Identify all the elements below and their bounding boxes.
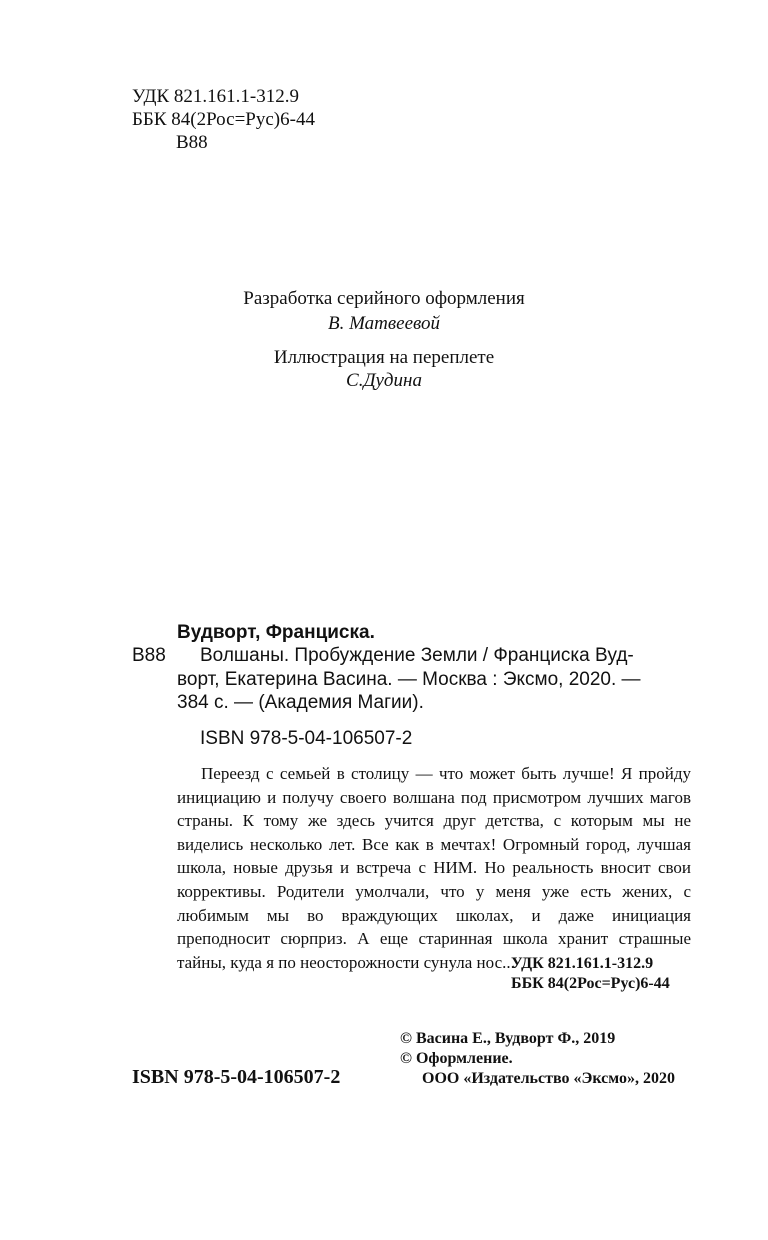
udk-code: УДК 821.161.1-312.9 [132,86,299,107]
series-design-name: В. Матвеевой [328,313,440,334]
isbn-bottom: ISBN 978-5-04-106507-2 [132,1066,341,1088]
author-mark: В88 [176,132,208,153]
annotation-udk: УДК 821.161.1-312.9 [511,955,654,972]
annotation-bbk: ББК 84(2Рос=Рус)6-44 [511,975,670,992]
series-design-label: Разработка серийного оформления [243,288,525,309]
annotation [177,762,691,974]
card-line-3: 384 с. — (Академия Магии). [177,692,424,713]
copyright-line-1: © Васина Е., Вудворт Ф., 2019 [400,1030,616,1047]
annotation-text: Переезд с семьей в столицу — что может быть лучше! Я пройду инициацию и получу своего волшана под присмотром лучших магов страны. К тому же здесь учится друг детства, с которым мы не виделись несколько лет. Все как в мечтах! Огромный город, лучшая школа, новые друзья и встреча с НИМ. Но реальность вносит свои коррективы. Родители умолчали, что у меня уже есть жених, с любимым мы во враждующих школах, и даже инициация преподносит сюрприз. А еще старинная школа хранит страшные тайны, куда я по неосторожности сунула нос... [177,764,691,972]
card-line-2: ворт, Екатерина Васина. — Москва : Эксмо, 2020. — [177,669,641,690]
bbk-code: ББК 84(2Рос=Рус)6-44 [132,109,315,130]
copyright-line-2: © Оформление. [400,1050,513,1067]
cover-illustration-name: С.Дудина [346,370,422,391]
card-line-1: Волшаны. Пробуждение Земли / Франциска Вуд- [200,645,634,666]
author-heading: Вудворт, Франциска. [177,622,375,643]
cover-illustration-label: Иллюстрация на переплете [273,347,495,368]
copyright-line-3: ООО «Издательство «Эксмо», 2020 [422,1070,675,1087]
card-code: В88 [132,645,166,666]
card-isbn: ISBN 978-5-04-106507-2 [200,728,413,749]
